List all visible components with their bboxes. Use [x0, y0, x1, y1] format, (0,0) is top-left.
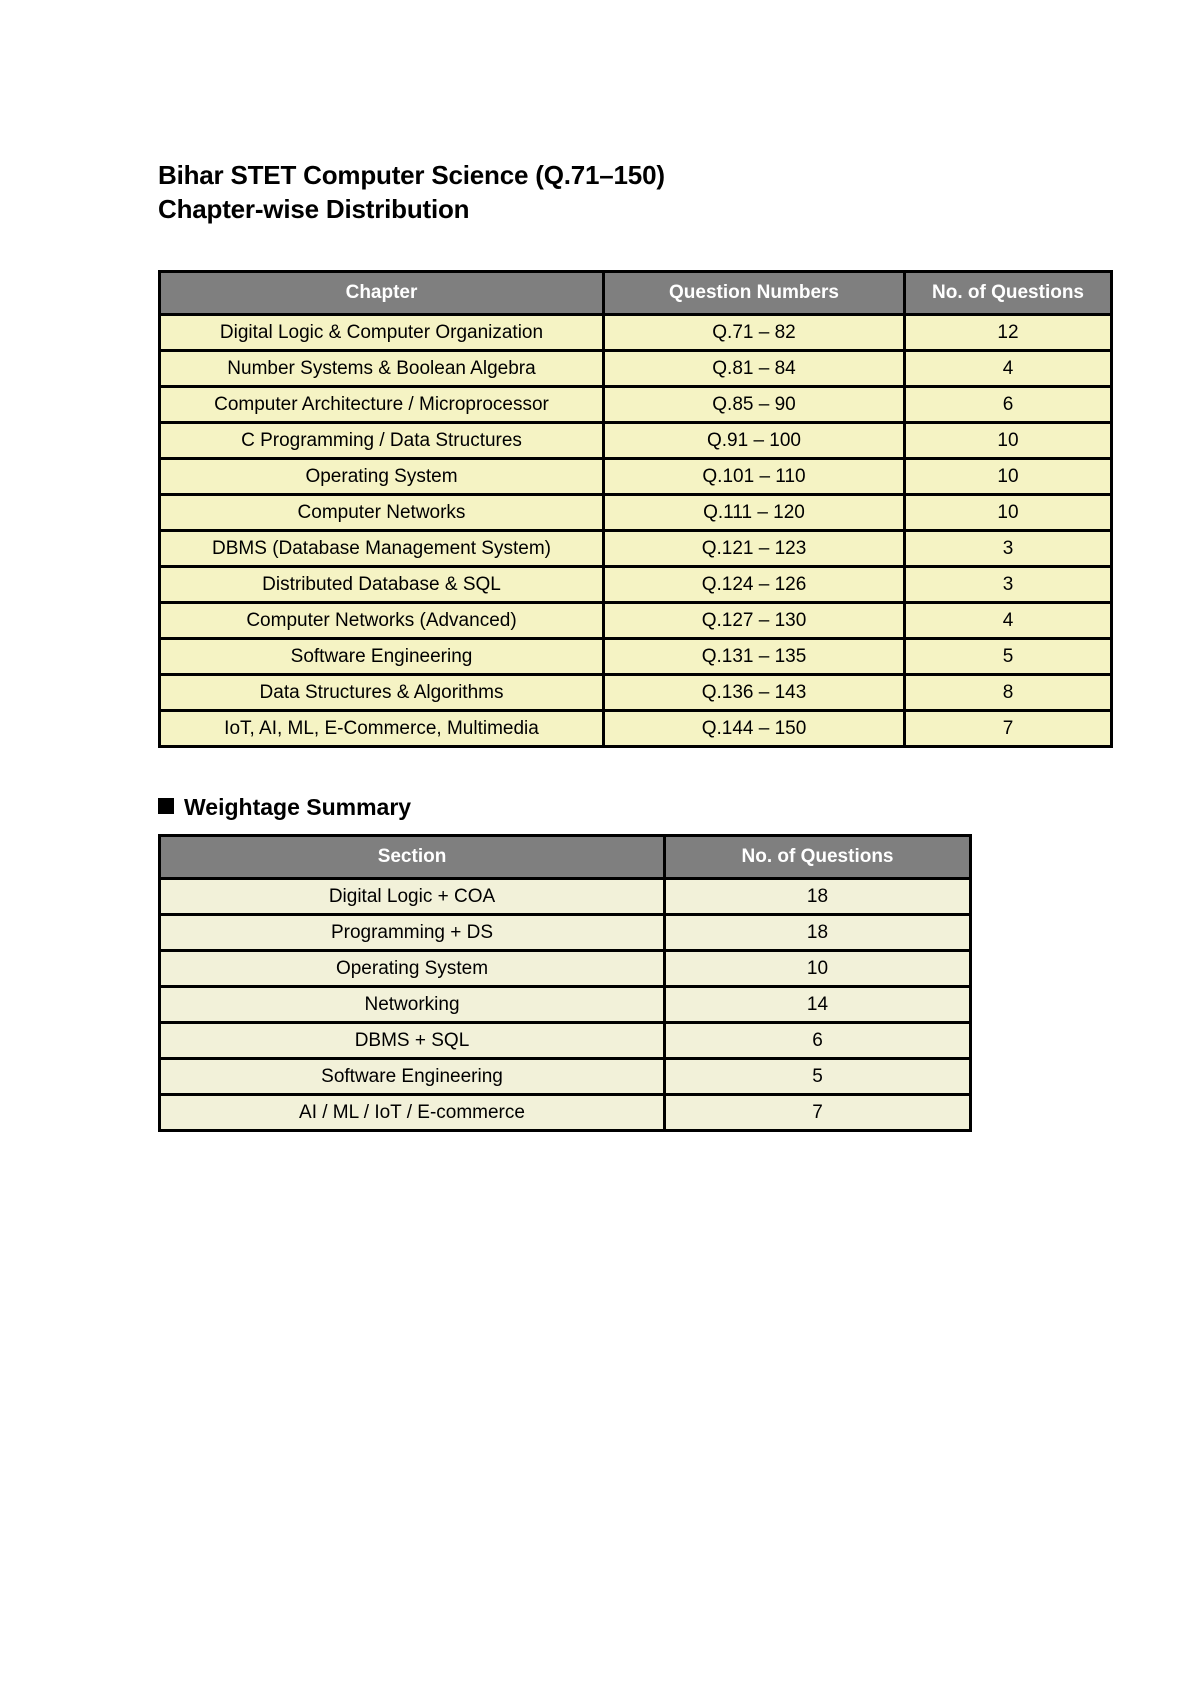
- section-cell: Operating System: [160, 951, 665, 987]
- chapter-cell: IoT, AI, ML, E-Commerce, Multimedia: [160, 711, 604, 747]
- page-title: [158, 158, 665, 226]
- question-range-cell: Q.81 – 84: [604, 351, 905, 387]
- question-count-cell: 18: [665, 879, 971, 915]
- table-row: [160, 423, 1112, 459]
- question-count-cell: 6: [665, 1023, 971, 1059]
- question-range-cell: Q.91 – 100: [604, 423, 905, 459]
- table-row: [160, 987, 971, 1023]
- header-question-count: No. of Questions: [665, 836, 971, 879]
- question-count-cell: 14: [665, 987, 971, 1023]
- table-row: [160, 603, 1112, 639]
- section-cell: Programming + DS: [160, 915, 665, 951]
- question-range-cell: Q.101 – 110: [604, 459, 905, 495]
- table-row: [160, 387, 1112, 423]
- table-row: [160, 711, 1112, 747]
- question-range-cell: Q.71 – 82: [604, 315, 905, 351]
- question-count-cell: 18: [665, 915, 971, 951]
- chapter-cell: Digital Logic & Computer Organization: [160, 315, 604, 351]
- table-row: [160, 1059, 971, 1095]
- title-line-2: Chapter-wise Distribution: [158, 194, 470, 224]
- table-row: [160, 495, 1112, 531]
- table-row: [160, 639, 1112, 675]
- question-range-cell: Q.85 – 90: [604, 387, 905, 423]
- section-cell: Digital Logic + COA: [160, 879, 665, 915]
- table-row: [160, 315, 1112, 351]
- chapter-cell: C Programming / Data Structures: [160, 423, 604, 459]
- black-square-icon: [158, 798, 174, 814]
- table-row: [160, 1023, 971, 1059]
- question-count-cell: 12: [905, 315, 1112, 351]
- table-header-row: [160, 272, 1112, 315]
- question-count-cell: 3: [905, 567, 1112, 603]
- chapter-cell: Data Structures & Algorithms: [160, 675, 604, 711]
- table-row: [160, 567, 1112, 603]
- chapter-cell: Computer Networks: [160, 495, 604, 531]
- section-cell: DBMS + SQL: [160, 1023, 665, 1059]
- question-count-cell: 6: [905, 387, 1112, 423]
- question-count-cell: 7: [905, 711, 1112, 747]
- weightage-summary-heading: [158, 792, 411, 822]
- title-line-1: Bihar STET Computer Science (Q.71–150): [158, 160, 665, 190]
- question-count-cell: 10: [665, 951, 971, 987]
- chapter-cell: Computer Networks (Advanced): [160, 603, 604, 639]
- table-row: [160, 951, 971, 987]
- table-row: [160, 1095, 971, 1131]
- chapter-cell: Computer Architecture / Microprocessor: [160, 387, 604, 423]
- header-section: Section: [160, 836, 665, 879]
- section-cell: Networking: [160, 987, 665, 1023]
- table-row: [160, 459, 1112, 495]
- table-row: [160, 675, 1112, 711]
- question-count-cell: 3: [905, 531, 1112, 567]
- chapter-cell: Number Systems & Boolean Algebra: [160, 351, 604, 387]
- question-range-cell: Q.144 – 150: [604, 711, 905, 747]
- chapter-cell: DBMS (Database Management System): [160, 531, 604, 567]
- weightage-summary-label: Weightage Summary: [184, 794, 412, 820]
- weightage-summary-table: [158, 834, 972, 1132]
- table-row: [160, 531, 1112, 567]
- question-range-cell: Q.111 – 120: [604, 495, 905, 531]
- question-range-cell: Q.131 – 135: [604, 639, 905, 675]
- question-count-cell: 4: [905, 351, 1112, 387]
- question-count-cell: 10: [905, 423, 1112, 459]
- question-range-cell: Q.121 – 123: [604, 531, 905, 567]
- question-count-cell: 5: [665, 1059, 971, 1095]
- chapter-distribution-table: [158, 270, 1113, 748]
- question-count-cell: 7: [665, 1095, 971, 1131]
- question-count-cell: 10: [905, 495, 1112, 531]
- table-header-row: [160, 836, 971, 879]
- chapter-cell: Distributed Database & SQL: [160, 567, 604, 603]
- section-cell: AI / ML / IoT / E-commerce: [160, 1095, 665, 1131]
- header-question-count: No. of Questions: [905, 272, 1112, 315]
- header-chapter: Chapter: [160, 272, 604, 315]
- question-count-cell: 5: [905, 639, 1112, 675]
- question-count-cell: 10: [905, 459, 1112, 495]
- question-count-cell: 4: [905, 603, 1112, 639]
- chapter-cell: Software Engineering: [160, 639, 604, 675]
- question-range-cell: Q.127 – 130: [604, 603, 905, 639]
- chapter-cell: Operating System: [160, 459, 604, 495]
- section-cell: Software Engineering: [160, 1059, 665, 1095]
- table-row: [160, 879, 971, 915]
- header-question-numbers: Question Numbers: [604, 272, 905, 315]
- question-range-cell: Q.136 – 143: [604, 675, 905, 711]
- table-row: [160, 351, 1112, 387]
- question-count-cell: 8: [905, 675, 1112, 711]
- table-row: [160, 915, 971, 951]
- question-range-cell: Q.124 – 126: [604, 567, 905, 603]
